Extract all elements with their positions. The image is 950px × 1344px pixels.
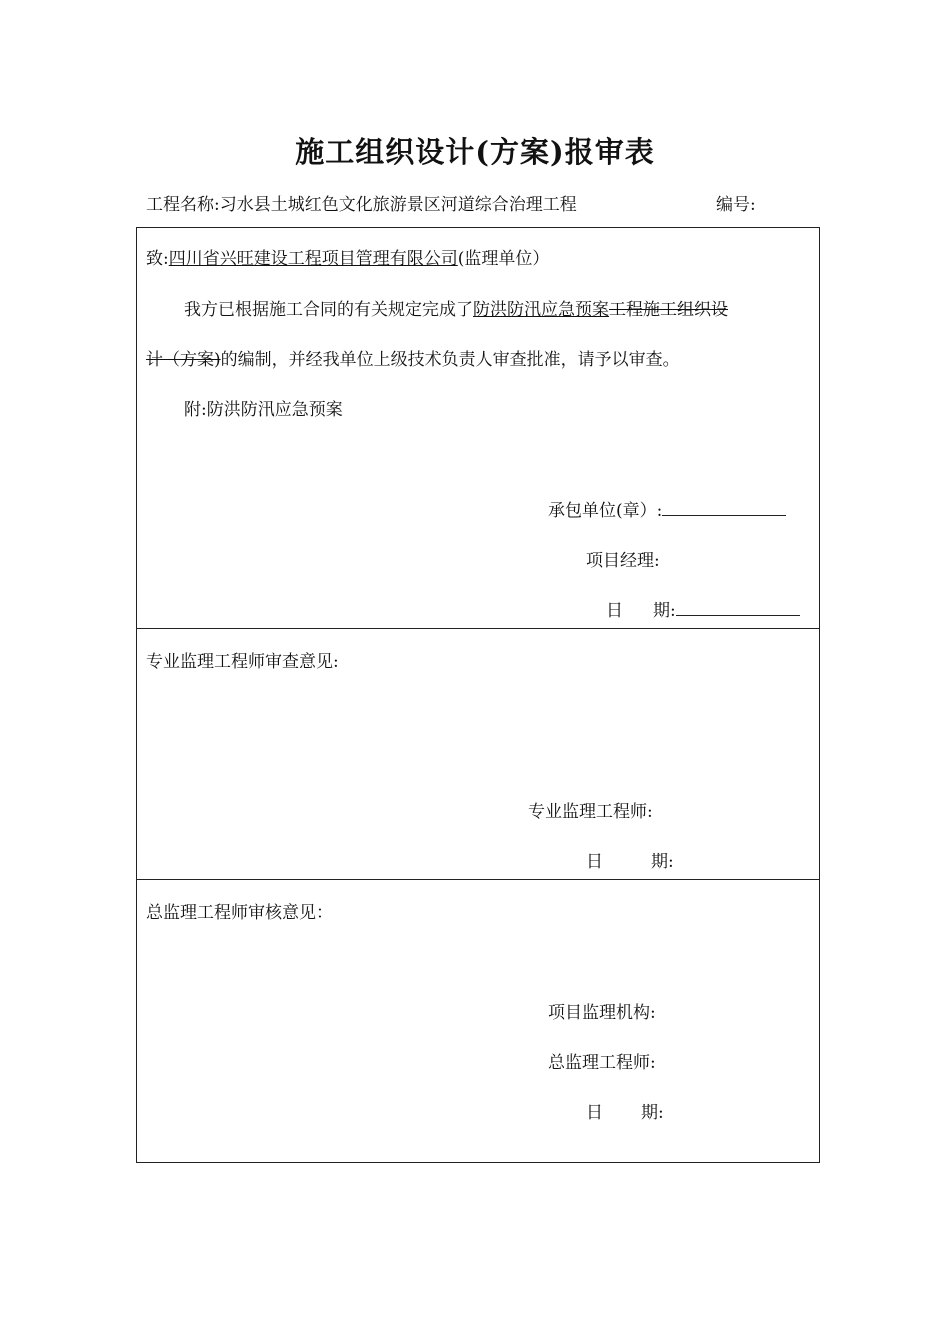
- form-number-label: 编号:: [716, 195, 756, 215]
- contractor-label: 承包单位(章）:: [548, 501, 663, 521]
- to-label: 致:: [146, 249, 169, 269]
- struck-text-2: 计（方案): [146, 350, 221, 370]
- date-char-2: 期:: [641, 1103, 664, 1123]
- engineer-signature-label: 专业监理工程师:: [528, 802, 653, 822]
- attachment-line: 附:防洪防汛应急预案: [184, 400, 343, 420]
- chief-engineer-label: 总监理工程师:: [548, 1053, 656, 1073]
- project-name-line: [146, 190, 577, 215]
- date-line-1: [606, 596, 800, 621]
- date-char-1: 日: [606, 601, 623, 621]
- contractor-line: [548, 496, 786, 521]
- date-line-2: [586, 847, 674, 872]
- date-char-2: 期:: [651, 852, 674, 872]
- project-name-label: 工程名称:: [146, 195, 220, 215]
- date-char-1: 日: [586, 852, 603, 872]
- chief-opinion-label: 总监理工程师审核意见：: [146, 903, 333, 923]
- project-name-value: 习水县土城红色文化旅游景区河道综合治理工程: [219, 195, 577, 215]
- date-char-2: 期:: [653, 601, 676, 621]
- date-signature-line: [676, 599, 800, 616]
- body-line-2: [146, 345, 680, 370]
- plan-name: 防洪防汛应急预案: [473, 300, 609, 320]
- supervisor-unit: 四川省兴旺建设工程项目管理有限公司: [168, 249, 458, 269]
- supervisor-suffix: (监理单位）: [457, 249, 550, 269]
- form-title: 施工组织设计(方案)报审表: [295, 135, 655, 169]
- body-part-2: 的编制，并经我单位上级技术负责人审查批准，请予以审查。: [220, 350, 680, 370]
- project-manager-label: 项目经理:: [586, 551, 660, 571]
- date-line-3: [586, 1098, 664, 1123]
- date-char-1: 日: [586, 1103, 603, 1123]
- section-divider-1: [136, 628, 820, 629]
- engineer-opinion-label: 专业监理工程师审查意见:: [146, 652, 339, 672]
- contractor-signature-line: [662, 499, 786, 516]
- supervision-agency-label: 项目监理机构:: [548, 1003, 656, 1023]
- addressee-line: [146, 244, 549, 269]
- body-part-1: 我方已根据施工合同的有关规定完成了: [184, 300, 473, 320]
- struck-text-1: 工程施工组织设: [609, 300, 728, 320]
- section-divider-2: [136, 879, 820, 880]
- body-line-1: [184, 295, 728, 320]
